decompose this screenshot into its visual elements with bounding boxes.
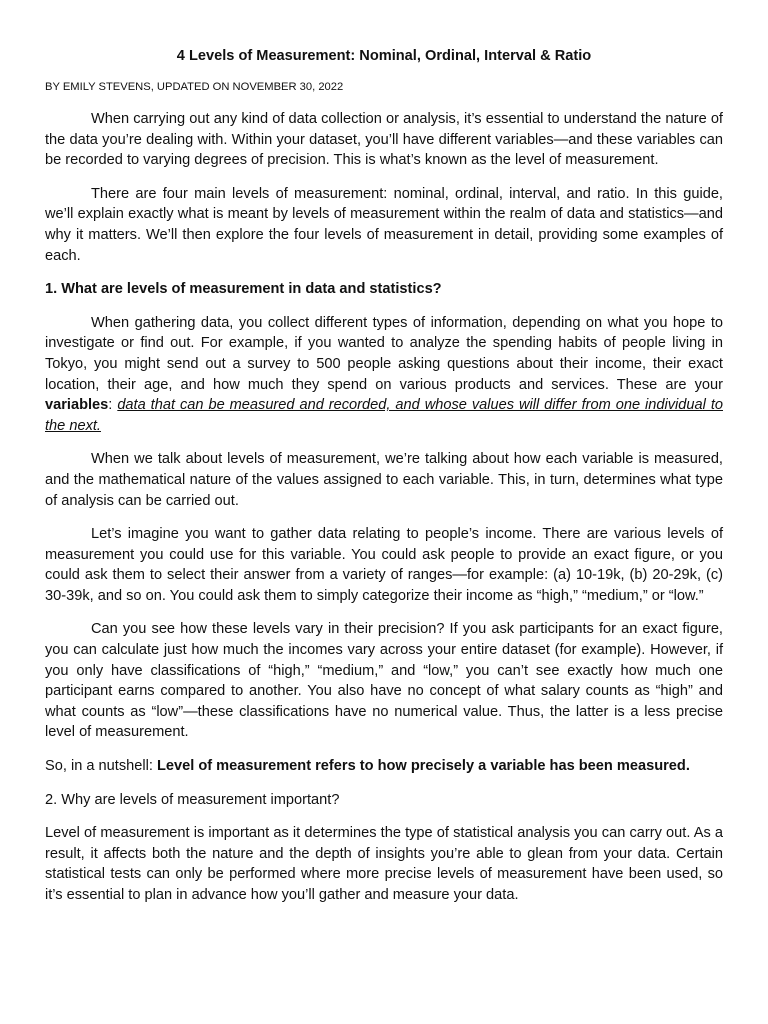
section-1-paragraph-3: Let’s imagine you want to gather data relating to people’s income. There are various levels of measurement you could use for this variable. You could ask people to provide an exact figure, or you could ask them to select their answer from a variety of ranges—for example: (a) 10-19k, (b) 20-29k, (c) 30-39k, and so on. You could ask them to simply categorize their income as “high,” “medium,” or “low.” <box>45 526 723 604</box>
byline: BY EMILY STEVENS, UPDATED ON NOVEMBER 30, 2022 <box>45 81 344 93</box>
section-1-paragraph-2: When we talk about levels of measurement, we’re talking about how each variable is measured, and the mathematical nature of the values assigned to each variable. This, in turn, determines what type of analysis can be carried out. <box>45 451 723 509</box>
intro-paragraph-2: There are four main levels of measurement: nominal, ordinal, interval, and ratio. In this guide, we’ll explain exactly what is meant by levels of measurement within the realm of data and statistics—and why it matters. We’ll then explore the four levels of measurement in detail, providing some examples of each. <box>45 185 723 264</box>
section-1-paragraph-1 <box>45 313 723 437</box>
variables-term: variables <box>45 397 109 414</box>
variables-lead-text: When gathering data, you collect different types of information, depending on what you hope to investigate or find out. For example, if you wanted to analyze the spending habits of people living in Tokyo, you might send out a survey to 500 people asking questions about their income, their exact location, their age, and how much they spend on various products and services. These are your <box>45 314 723 393</box>
section-2-heading: 2. Why are levels of measurement important? <box>45 791 340 808</box>
variables-colon: : <box>108 397 118 414</box>
section-2-paragraph-1: Level of measurement is important as it determines the type of statistical analysis you can carry out. As a result, it affects both the nature and the depth of insights you’re able to glean from your data. Certain statistical tests can only be performed where more precise levels of measurement have been used, so it’s essential to plan in advance how you’ll gather and measure your data. <box>45 825 723 903</box>
nutshell-lead: So, in a nutshell: <box>45 758 157 775</box>
section-1-paragraph-4: Can you see how these levels vary in their precision? If you ask participants for an exact figure, you can calculate just how much the incomes vary across your entire dataset (for example). However, if you only have classifications of “high,” “medium,” and “low,” you can’t see exactly how much one participant earns compared to another. You also have no concept of what salary counts as “high” and what counts as “low”—these classifications have no numerical value. Thus, the latter is a less precise level of measurement. <box>45 621 723 741</box>
nutshell-definition: Level of measurement refers to how precisely a variable has been measured. <box>156 758 690 775</box>
intro-paragraph-1: When carrying out any kind of data collection or analysis, it’s essential to understand the nature of the data you’re dealing with. Within your dataset, you’ll have different variables—and these variables can be recorded to varying degrees of precision. This is what’s known as the level of measurement. <box>45 111 723 169</box>
variables-definition: data that can be measured and recorded, and whose values will differ from one individual to the next. <box>45 397 723 434</box>
nutshell-summary <box>45 756 723 777</box>
article-title: 4 Levels of Measurement: Nominal, Ordinal, Interval & Ratio <box>176 48 592 64</box>
section-1-heading: 1. What are levels of measurement in data and statistics? <box>45 281 442 298</box>
